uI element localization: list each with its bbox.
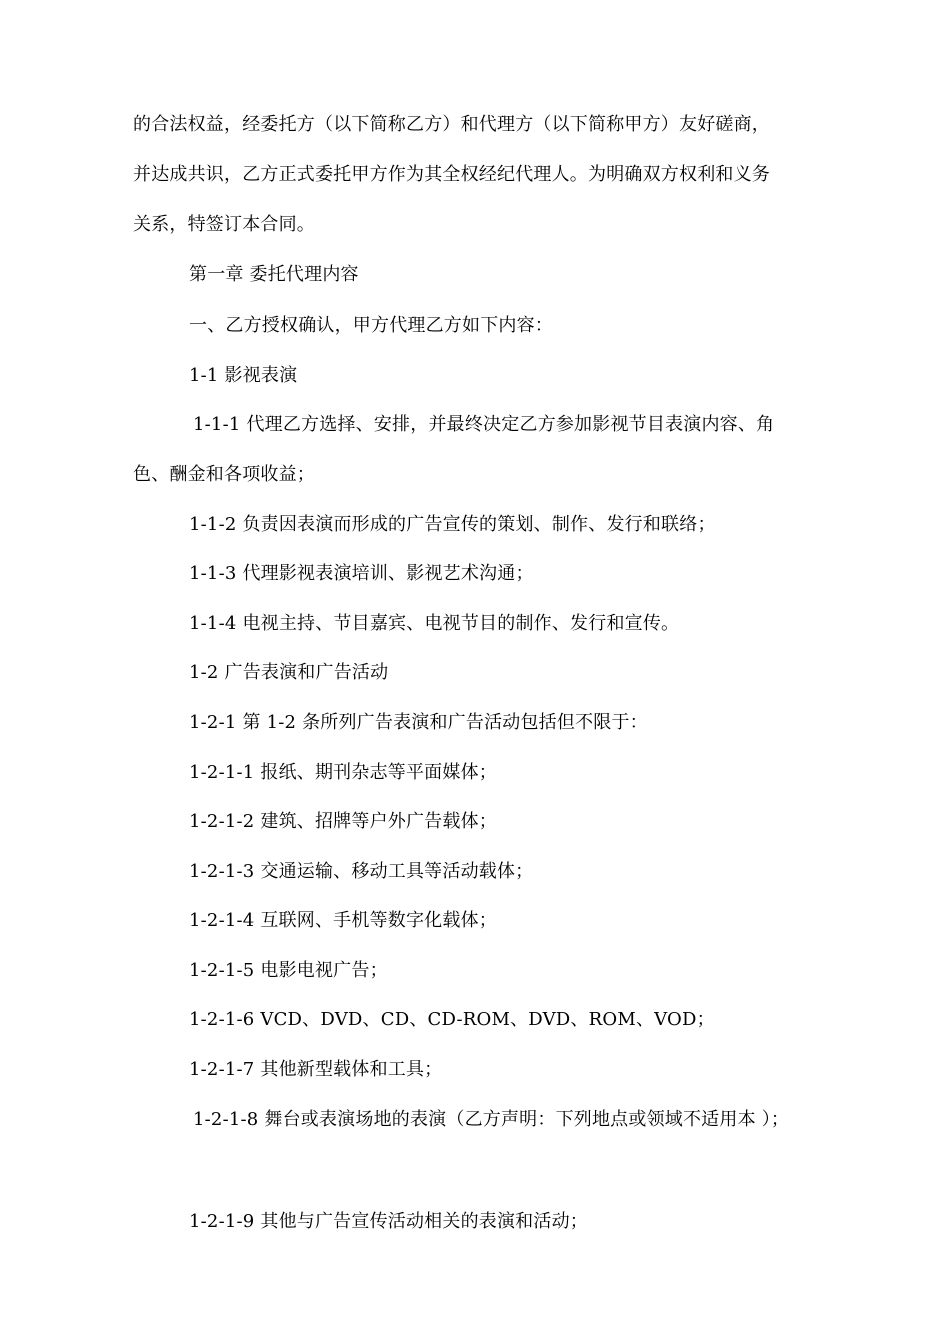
chapter-heading: 第一章 委托代理内容 <box>189 264 359 285</box>
clause-heading: 1-1 影视表演 <box>189 365 298 386</box>
clause-item: 1-1-4 电视主持、节目嘉宾、电视节目的制作、发行和宣传。 <box>189 613 680 634</box>
clause-item: 1-2-1-4 互联网、手机等数字化载体； <box>189 910 497 931</box>
clause-item: 1-1-3 代理影视表演培训、影视艺术沟通； <box>189 563 534 584</box>
clause-item: 1-2-1-5 电影电视广告； <box>189 960 388 981</box>
clause-item: 1-2-1-6 VCD、DVD、CD、CD-ROM、DVD、ROM、VOD； <box>189 1009 715 1030</box>
clause-item: 1-2-1 第 1-2 条所列广告表演和广告活动包括但不限于： <box>189 712 648 733</box>
clause-item: 1-2-1-1 报纸、期刊杂志等平面媒体； <box>189 762 497 783</box>
clause-item: 1-2-1-8 舞台或表演场地的表演（乙方声明：下列地点或领域不适用本 ）； <box>193 1109 790 1130</box>
paragraph-line: 的合法权益，经委托方（以下简称乙方）和代理方（以下简称甲方）友好磋商， <box>133 114 770 135</box>
section-heading: 一、乙方授权确认，甲方代理乙方如下内容： <box>189 315 553 336</box>
paragraph-line: 并达成共识，乙方正式委托甲方作为其全权经纪代理人。为明确双方权利和义务 <box>133 164 770 185</box>
clause-item: 1-2-1-9 其他与广告宣传活动相关的表演和活动； <box>189 1211 588 1232</box>
clause-item: 1-1-1 代理乙方选择、安排，并最终决定乙方参加影视节目表演内容、角 <box>193 414 775 435</box>
clause-item: 1-1-2 负责因表演而形成的广告宣传的策划、制作、发行和联络； <box>189 514 716 535</box>
clause-item: 1-2-1-2 建筑、招牌等户外广告载体； <box>189 811 497 832</box>
clause-item: 1-2-1-3 交通运输、移动工具等活动载体； <box>189 861 534 882</box>
clause-item: 1-2-1-7 其他新型载体和工具； <box>189 1059 443 1080</box>
paragraph-line: 色、酬金和各项收益； <box>133 464 315 485</box>
clause-heading: 1-2 广告表演和广告活动 <box>189 662 389 683</box>
paragraph-line: 关系，特签订本合同。 <box>133 214 315 235</box>
